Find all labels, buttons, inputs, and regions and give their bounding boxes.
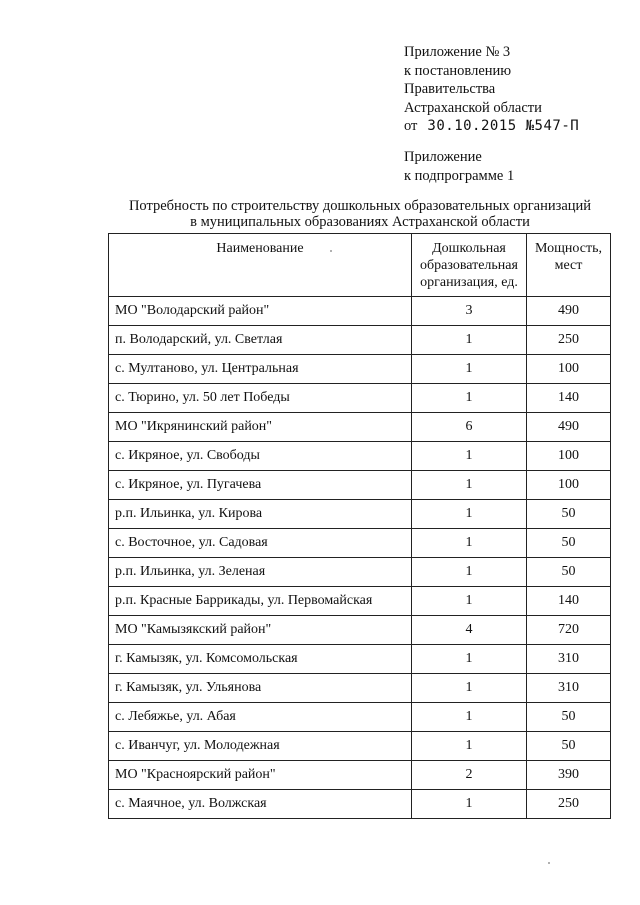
table-row [109, 384, 611, 413]
cell-orgs: 1 [412, 558, 527, 587]
appendix2-line: Приложение [404, 149, 482, 165]
cell-capacity: 140 [527, 384, 611, 413]
cell-capacity: 50 [527, 703, 611, 732]
table-row [109, 703, 611, 732]
cell-name: МО "Володарский район" [109, 297, 412, 326]
table-row [109, 297, 611, 326]
cell-name: р.п. Ильинка, ул. Зеленая [109, 558, 412, 587]
cell-capacity: 310 [527, 645, 611, 674]
cell-orgs: 1 [412, 703, 527, 732]
header-capacity-line: мест [554, 258, 583, 273]
appendix-line: к постановлению [404, 62, 512, 79]
table-row [109, 529, 611, 558]
cell-capacity: 50 [527, 732, 611, 761]
cell-name: с. Иванчуг, ул. Молодежная [109, 732, 412, 761]
table-row [109, 413, 611, 442]
table-row [109, 500, 611, 529]
table-row [109, 355, 611, 384]
cell-name: р.п. Ильинка, ул. Кирова [109, 500, 412, 529]
cell-capacity: 100 [527, 442, 611, 471]
cell-orgs: 1 [412, 587, 527, 616]
cell-name: МО "Камызякский район" [109, 616, 412, 645]
cell-capacity: 50 [527, 558, 611, 587]
cell-capacity: 250 [527, 326, 611, 355]
cell-orgs: 1 [412, 355, 527, 384]
scan-speck [330, 250, 332, 252]
cell-capacity: 140 [527, 587, 611, 616]
table-row [109, 761, 611, 790]
table-row [109, 558, 611, 587]
scan-speck [548, 862, 550, 864]
cell-capacity: 50 [527, 500, 611, 529]
appendix-line: Правительства [404, 81, 496, 97]
header-orgs-line: образовательная [420, 258, 518, 273]
cell-capacity: 310 [527, 674, 611, 703]
cell-orgs: 1 [412, 529, 527, 558]
cell-orgs: 2 [412, 761, 527, 790]
order-line [404, 117, 579, 136]
table-row [109, 732, 611, 761]
table-row [109, 645, 611, 674]
table-row [109, 616, 611, 645]
cell-name: с. Восточное, ул. Садовая [109, 529, 412, 558]
cell-capacity: 250 [527, 790, 611, 819]
appendix2-line: к подпрограмме 1 [404, 167, 515, 184]
table-header-row [109, 234, 611, 297]
cell-capacity: 390 [527, 761, 611, 790]
header-name [109, 234, 412, 297]
cell-orgs: 3 [412, 297, 527, 326]
cell-orgs: 1 [412, 326, 527, 355]
appendix-line: Приложение № 3 [404, 44, 511, 60]
title-line: в муниципальных образованиях Астраханской области [190, 214, 530, 230]
cell-capacity: 490 [527, 413, 611, 442]
cell-name: с. Икряное, ул. Пугачева [109, 471, 412, 500]
table-row [109, 587, 611, 616]
table-row [109, 442, 611, 471]
cell-orgs: 1 [412, 471, 527, 500]
cell-capacity: 100 [527, 471, 611, 500]
cell-orgs: 1 [412, 500, 527, 529]
cell-name: г. Камызяк, ул. Комсомольская [109, 645, 412, 674]
order-stamp: 30.10.2015 №547-П [427, 118, 580, 134]
table-row [109, 471, 611, 500]
cell-name: с. Мултаново, ул. Центральная [109, 355, 412, 384]
header-name-label: Наименование [216, 241, 304, 256]
cell-orgs: 6 [412, 413, 527, 442]
cell-orgs: 4 [412, 616, 527, 645]
cell-name: МО "Красноярский район" [109, 761, 412, 790]
cell-name: с. Тюрино, ул. 50 лет Победы [109, 384, 412, 413]
cell-orgs: 1 [412, 645, 527, 674]
cell-orgs: 1 [412, 442, 527, 471]
table-row [109, 790, 611, 819]
cell-capacity: 50 [527, 529, 611, 558]
appendix-header [404, 43, 579, 136]
header-orgs-line: Дошкольная [432, 241, 506, 256]
order-prefix: от [404, 118, 418, 134]
table-row [109, 326, 611, 355]
appendix-line: Астраханской области [404, 99, 542, 116]
cell-name: МО "Икрянинский район" [109, 413, 412, 442]
header-capacity [527, 234, 611, 297]
header-orgs-line: организация, ед. [420, 275, 518, 290]
cell-name: п. Володарский, ул. Светлая [109, 326, 412, 355]
cell-name: р.п. Красные Баррикады, ул. Первомайская [109, 587, 412, 616]
cell-orgs: 1 [412, 384, 527, 413]
cell-name: с. Икряное, ул. Свободы [109, 442, 412, 471]
header-orgs [412, 234, 527, 297]
cell-capacity: 100 [527, 355, 611, 384]
cell-orgs: 1 [412, 790, 527, 819]
header-capacity-line: Мощность, [535, 241, 602, 256]
subprogram-appendix [404, 148, 514, 185]
cell-name: г. Камызяк, ул. Ульянова [109, 674, 412, 703]
document-title [100, 198, 620, 230]
cell-orgs: 1 [412, 674, 527, 703]
cell-capacity: 490 [527, 297, 611, 326]
title-line: Потребность по строительству дошкольных образовательных организаций [128, 198, 592, 214]
cell-name: с. Маячное, ул. Волжская [109, 790, 412, 819]
cell-name: с. Лебяжье, ул. Абая [109, 703, 412, 732]
cell-orgs: 1 [412, 732, 527, 761]
table-row [109, 674, 611, 703]
needs-table [108, 233, 611, 819]
cell-capacity: 720 [527, 616, 611, 645]
